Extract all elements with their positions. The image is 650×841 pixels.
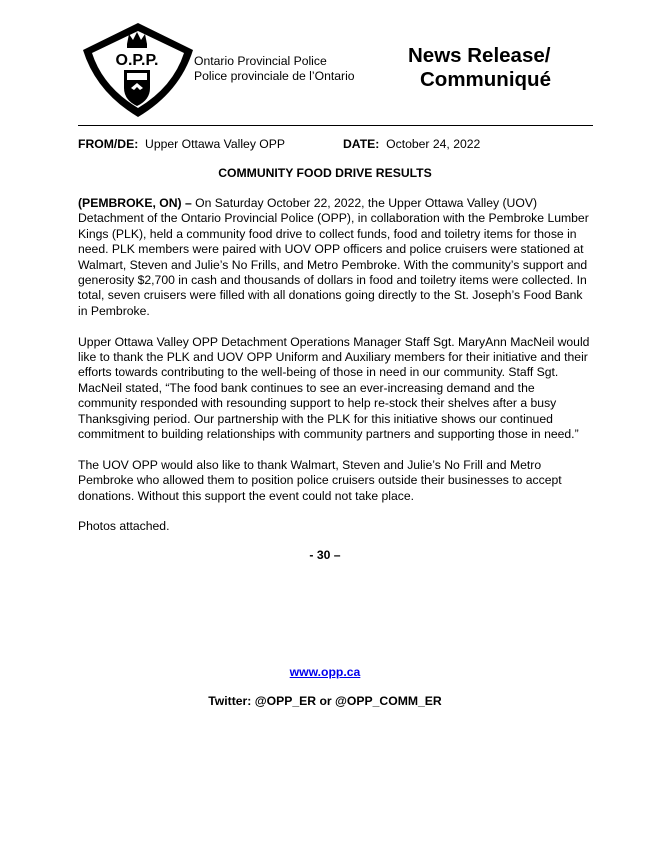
opp-logo	[80, 20, 196, 120]
from-field	[78, 137, 285, 151]
news-release-title	[408, 44, 551, 92]
logo-text: O.P.P.	[115, 52, 159, 69]
paragraph-4: Photos attached.	[78, 519, 170, 534]
paragraph-2: Upper Ottawa Valley OPP Detachment Operations Manager Staff Sgt. MaryAnn MacNeil would like to thank the PLK and UOV OPP Uniform and Auxiliary members for their initiative and their efforts towards contributing to the well-being of those in need in our community. Staff Sgt. MacNeil stated, “The food bank continues to see an ever-increasing demand and the community responded with resounding support to help re-stock their shelves after a busy Thanksgiving period. Our partnership with the PLK for this initiative shows our continued commitment to building relationships with community partners and supporting those in need.”	[78, 334, 590, 442]
from-label: FROM/DE:	[78, 137, 139, 151]
org-name-fr: Police provinciale de l’Ontario	[194, 69, 355, 83]
paragraph-3: The UOV OPP would also like to thank Walmart, Steven and Julie’s No Frill and Metro Pembroke who allowed them to position police cruisers outside their businesses to accept donations. Without this support the event could not take place.	[78, 457, 562, 503]
title-line-2: Communiqué	[420, 68, 551, 91]
release-body	[78, 196, 593, 550]
from-value: Upper Ottawa Valley OPP	[145, 137, 286, 151]
paragraph-1	[78, 196, 593, 319]
date-value: October 24, 2022	[386, 137, 481, 151]
title-line-1: News Release/	[408, 44, 551, 67]
organization-name	[194, 54, 355, 84]
header-divider	[78, 125, 593, 126]
end-mark: - 30 –	[309, 548, 341, 562]
org-name-en: Ontario Provincial Police	[194, 54, 327, 68]
date-field	[343, 137, 480, 151]
paragraph-1-text: On Saturday October 22, 2022, the Upper Ottawa Valley (UOV) Detachment of the Ontario Provincial Police (OPP), in collaboration with the Pembroke Lumber Kings (PLK), held a community food drive to collect funds, food and toiletry items for those in need. PLK members were paired with UOV OPP officers and police cruisers were stationed at Walmart, Steven and Julie’s No Frills, and Metro Pembroke. With the community’s support and generosity $2,700 in cash and thousands of dollars in food and toiletry items were collected. In total, seven cruisers were filled with all donations going directly to the St. Joseph’s Food Bank in Pembroke.	[78, 196, 589, 318]
twitter-handles: Twitter: @OPP_ER or @OPP_COMM_ER	[208, 694, 442, 708]
dateline: (PEMBROKE, ON) –	[78, 196, 192, 210]
headline: COMMUNITY FOOD DRIVE RESULTS	[218, 166, 432, 180]
date-label: DATE:	[343, 137, 380, 151]
website-link[interactable]: www.opp.ca	[289, 665, 361, 679]
website-row	[0, 665, 650, 679]
